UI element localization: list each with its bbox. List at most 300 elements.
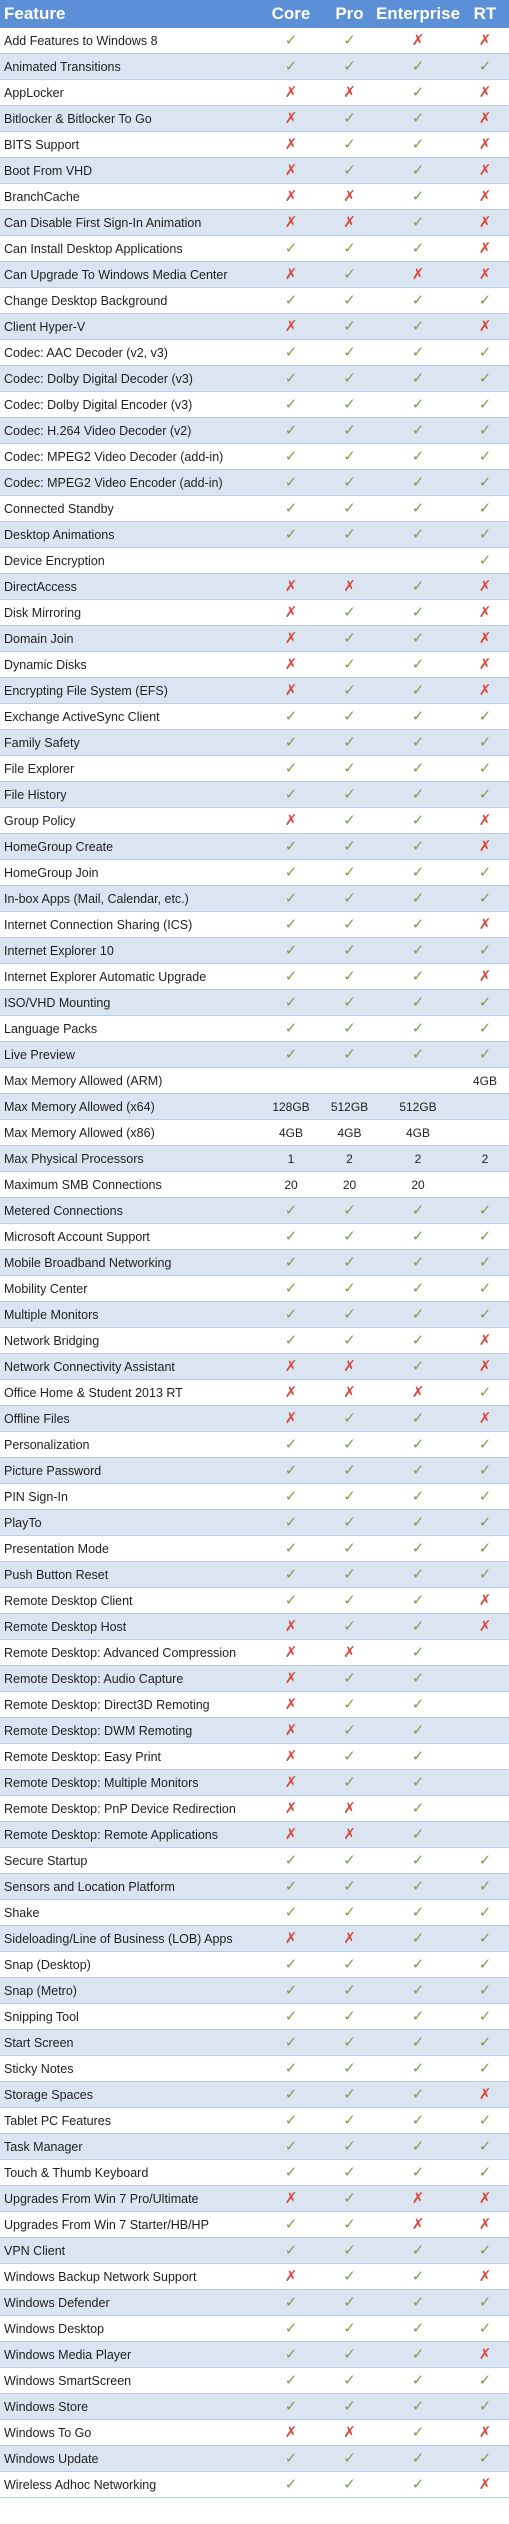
check-icon: ✓ [343,994,356,1011]
cross-icon: ✗ [478,2424,492,2441]
check-icon: ✓ [411,1774,425,1791]
cross-icon: ✗ [478,916,492,933]
cell-core [258,1510,324,1536]
check-icon: ✓ [343,1462,356,1479]
cell-core [258,1302,324,1328]
cross-icon: ✗ [284,1410,298,1427]
check-icon: ✓ [478,1436,492,1453]
feature-name: Upgrades From Win 7 Starter/HB/HP [0,2212,258,2238]
cell-rt [461,1380,509,1406]
check-icon: ✓ [411,2424,425,2441]
cell-core [258,340,324,366]
check-icon: ✓ [478,2372,492,2389]
check-icon: ✓ [411,1696,425,1713]
cross-icon: ✗ [478,968,492,985]
cell-core [258,1952,324,1978]
feature-name: AppLocker [0,80,258,106]
check-icon: ✓ [343,1722,356,1739]
check-icon: ✓ [478,2034,492,2051]
cell-rt [461,600,509,626]
check-icon: ✓ [411,838,425,855]
cell-core [258,808,324,834]
cell-core [258,2004,324,2030]
check-icon: ✓ [411,1202,425,1219]
cell-core [258,314,324,340]
cell-rt [461,80,509,106]
cell-rt [461,1562,509,1588]
cell-rt [461,1042,509,1068]
check-icon: ✓ [478,1202,492,1219]
check-icon: ✓ [478,1488,492,1505]
feature-name: Sticky Notes [0,2056,258,2082]
cell-pro [324,912,375,938]
cell-pro [324,1692,375,1718]
table-row [0,1224,509,1250]
cell-core [258,1458,324,1484]
cell-pro [324,54,375,80]
feature-name: Task Manager [0,2134,258,2160]
cell-rt [461,1744,509,1770]
cross-icon: ✗ [411,2190,425,2207]
cross-icon: ✗ [284,2268,298,2285]
check-icon: ✓ [343,2398,356,2415]
cell-core [258,1562,324,1588]
check-icon: ✓ [343,812,356,829]
check-icon: ✓ [411,1306,425,1323]
table-row [0,54,509,80]
check-icon: ✓ [343,1540,356,1557]
check-icon: ✓ [284,994,298,1011]
cross-icon: ✗ [478,32,492,49]
cell-enterprise [375,158,461,184]
table-row [0,1952,509,1978]
cell-pro [324,1900,375,1926]
cross-icon: ✗ [343,214,356,231]
check-icon: ✓ [478,890,492,907]
cell-enterprise [375,2030,461,2056]
cell-core [258,1692,324,1718]
cell-pro [324,1042,375,1068]
cross-icon: ✗ [478,2346,492,2363]
check-icon: ✓ [343,58,356,75]
cell-rt [461,1354,509,1380]
table-row [0,1718,509,1744]
cell-pro [324,1432,375,1458]
cell-pro [324,1562,375,1588]
cross-icon: ✗ [284,136,298,153]
check-icon: ✓ [343,1280,356,1297]
check-icon: ✓ [411,864,425,881]
cross-icon: ✗ [284,2424,298,2441]
check-icon: ✓ [478,422,492,439]
cross-icon: ✗ [284,266,298,283]
cell-rt [461,366,509,392]
cell-rt [461,1250,509,1276]
cell-rt [461,834,509,860]
table-row [0,522,509,548]
cross-icon: ✗ [284,812,298,829]
check-icon: ✓ [343,2138,356,2155]
table-row [0,2212,509,2238]
cross-icon: ✗ [411,32,425,49]
feature-name: Disk Mirroring [0,600,258,626]
cell-core [258,1926,324,1952]
table-row [0,1822,509,1848]
feature-name: Snap (Desktop) [0,1952,258,1978]
cell-rt [461,1458,509,1484]
table-row [0,912,509,938]
feature-name: Touch & Thumb Keyboard [0,2160,258,2186]
cross-icon: ✗ [284,1748,298,1765]
check-icon: ✓ [343,396,356,413]
check-icon: ✓ [478,2450,492,2467]
check-icon: ✓ [284,890,298,907]
cell-enterprise [375,886,461,912]
cross-icon: ✗ [343,1826,356,1843]
cell-value: 4GB [278,1125,303,1140]
cell-pro [324,2082,375,2108]
feature-name: Sideloading/Line of Business (LOB) Apps [0,1926,258,1952]
table-row [0,2238,509,2264]
cell-enterprise [375,444,461,470]
cell-pro [324,522,375,548]
cross-icon: ✗ [284,1358,298,1375]
cell-core [258,2212,324,2238]
table-row [0,1432,509,1458]
cell-rt [461,1120,509,1146]
cell-core [258,1874,324,1900]
feature-name: Maximum SMB Connections [0,1172,258,1198]
check-icon: ✓ [411,2138,425,2155]
cell-pro [324,730,375,756]
feature-name: Remote Desktop: Audio Capture [0,1666,258,1692]
cell-enterprise [375,1120,461,1146]
cross-icon: ✗ [478,1410,492,1427]
table-row [0,2472,509,2498]
cell-enterprise [375,782,461,808]
check-icon: ✓ [343,916,356,933]
cell-enterprise [375,834,461,860]
check-icon: ✓ [284,942,298,959]
check-icon: ✓ [284,734,298,751]
check-icon: ✓ [411,1878,425,1895]
cross-icon: ✗ [343,1930,356,1947]
cross-icon: ✗ [284,656,298,673]
table-row [0,1172,509,1198]
check-icon: ✓ [284,1228,298,1245]
cell-pro [324,678,375,704]
cell-rt [461,1146,509,1172]
cell-pro [324,1458,375,1484]
check-icon: ✓ [284,2398,298,2415]
cell-enterprise [375,1146,461,1172]
check-icon: ✓ [343,1904,356,1921]
cell-core [258,1172,324,1198]
table-row [0,1874,509,1900]
check-icon: ✓ [284,1046,298,1063]
check-icon: ✓ [411,110,425,127]
check-icon: ✓ [411,396,425,413]
check-icon: ✓ [343,2346,356,2363]
cross-icon: ✗ [478,162,492,179]
cell-enterprise [375,1380,461,1406]
check-icon: ✓ [343,2242,356,2259]
cell-rt [461,964,509,990]
cell-enterprise [375,626,461,652]
cross-icon: ✗ [478,1592,492,1609]
cell-core [258,2160,324,2186]
cell-core [258,1250,324,1276]
cell-core [258,704,324,730]
cell-enterprise [375,2238,461,2264]
cell-rt [461,2238,509,2264]
cell-rt [461,912,509,938]
table-row [0,704,509,730]
check-icon: ✓ [411,1748,425,1765]
cell-enterprise [375,1302,461,1328]
table-row [0,1146,509,1172]
cell-enterprise [375,990,461,1016]
check-icon: ✓ [284,760,298,777]
cell-rt [461,496,509,522]
feature-name: Microsoft Account Support [0,1224,258,1250]
check-icon: ✓ [478,370,492,387]
check-icon: ✓ [411,1644,425,1661]
check-icon: ✓ [284,526,298,543]
cell-enterprise [375,2420,461,2446]
check-icon: ✓ [343,2060,356,2077]
cell-enterprise [375,1276,461,1302]
cell-rt [461,1692,509,1718]
check-icon: ✓ [411,136,425,153]
cell-core [258,938,324,964]
feature-name: Can Install Desktop Applications [0,236,258,262]
cell-pro [324,392,375,418]
cross-icon: ✗ [343,1800,356,1817]
check-icon: ✓ [411,1592,425,1609]
check-icon: ✓ [343,1332,356,1349]
feature-name: Windows To Go [0,2420,258,2446]
feature-name: HomeGroup Create [0,834,258,860]
check-icon: ✓ [343,2034,356,2051]
cell-rt [461,730,509,756]
check-icon: ✓ [411,292,425,309]
check-icon: ✓ [411,1020,425,1037]
feature-name: Picture Password [0,1458,258,1484]
cell-rt [461,54,509,80]
cell-rt [461,1770,509,1796]
cell-rt [461,678,509,704]
cell-enterprise [375,1484,461,1510]
cell-pro [324,2160,375,2186]
feature-name: Network Connectivity Assistant [0,1354,258,1380]
check-icon: ✓ [411,1930,425,1947]
check-icon: ✓ [343,942,356,959]
cell-pro [324,236,375,262]
check-icon: ✓ [478,942,492,959]
check-icon: ✓ [343,1020,356,1037]
cell-value: 1 [287,1151,295,1166]
check-icon: ✓ [284,1280,298,1297]
cell-enterprise [375,262,461,288]
feature-name: Windows Update [0,2446,258,2472]
cell-core [258,470,324,496]
check-icon: ✓ [284,1904,298,1921]
cell-rt [461,1640,509,1666]
check-icon: ✓ [411,1618,425,1635]
check-icon: ✓ [478,760,492,777]
check-icon: ✓ [411,1904,425,1921]
cell-pro [324,782,375,808]
check-icon: ✓ [411,58,425,75]
cell-core [258,1536,324,1562]
cell-pro [324,1250,375,1276]
check-icon: ✓ [284,2372,298,2389]
cell-core [258,1744,324,1770]
cell-pro [324,1120,375,1146]
check-icon: ✓ [411,1514,425,1531]
check-icon: ✓ [411,812,425,829]
cell-rt [461,990,509,1016]
check-icon: ✓ [343,110,356,127]
feature-name: File History [0,782,258,808]
cell-pro [324,80,375,106]
check-icon: ✓ [343,968,356,985]
cross-icon: ✗ [284,1696,298,1713]
table-row [0,210,509,236]
check-icon: ✓ [284,500,298,517]
feature-name: Internet Explorer Automatic Upgrade [0,964,258,990]
cell-enterprise [375,1744,461,1770]
cell-rt [461,392,509,418]
cross-icon: ✗ [284,1826,298,1843]
check-icon: ✓ [284,2008,298,2025]
check-icon: ✓ [343,1514,356,1531]
cell-core [258,392,324,418]
cell-rt [461,132,509,158]
cell-rt [461,444,509,470]
cell-pro [324,1770,375,1796]
check-icon: ✓ [411,656,425,673]
cross-icon: ✗ [284,1722,298,1739]
cell-pro [324,834,375,860]
feature-name: Remote Desktop: PnP Device Redirection [0,1796,258,1822]
cell-pro [324,1536,375,1562]
table-row [0,1120,509,1146]
check-icon: ✓ [343,1202,356,1219]
cell-enterprise [375,1354,461,1380]
cell-enterprise [375,210,461,236]
cell-rt [461,1952,509,1978]
check-icon: ✓ [478,1540,492,1557]
cell-rt [461,2342,509,2368]
feature-name: Remote Desktop Host [0,1614,258,1640]
cell-core [258,1588,324,1614]
check-icon: ✓ [284,1020,298,1037]
cell-core [258,2082,324,2108]
check-icon: ✓ [284,708,298,725]
check-icon: ✓ [411,2450,425,2467]
cell-pro [324,418,375,444]
table-row [0,2446,509,2472]
cell-rt [461,860,509,886]
check-icon: ✓ [411,682,425,699]
check-icon: ✓ [411,2476,425,2493]
cell-enterprise [375,548,461,574]
cell-enterprise [375,1068,461,1094]
check-icon: ✓ [411,734,425,751]
check-icon: ✓ [478,500,492,517]
cell-pro [324,2264,375,2290]
check-icon: ✓ [343,136,356,153]
check-icon: ✓ [411,1462,425,1479]
cell-core [258,626,324,652]
feature-name: File Explorer [0,756,258,782]
cross-icon: ✗ [478,1618,492,1635]
feature-name: ISO/VHD Mounting [0,990,258,1016]
check-icon: ✓ [411,2242,425,2259]
cell-core [258,1380,324,1406]
cross-icon: ✗ [284,578,298,595]
feature-name: DirectAccess [0,574,258,600]
check-icon: ✓ [343,760,356,777]
cell-pro [324,496,375,522]
table-row [0,574,509,600]
cell-rt [461,2316,509,2342]
cell-pro [324,2030,375,2056]
check-icon: ✓ [284,1566,298,1583]
check-icon: ✓ [411,1280,425,1297]
cross-icon: ✗ [478,2268,492,2285]
table-row [0,756,509,782]
cross-icon: ✗ [284,1774,298,1791]
table-row [0,1016,509,1042]
feature-name: Multiple Monitors [0,1302,258,1328]
cell-pro [324,1588,375,1614]
cell-pro [324,756,375,782]
cell-rt [461,1198,509,1224]
cross-icon: ✗ [478,1358,492,1375]
feature-name: Mobility Center [0,1276,258,1302]
cell-pro [324,1978,375,2004]
check-icon: ✓ [478,1280,492,1297]
cell-pro [324,1744,375,1770]
cell-enterprise [375,1536,461,1562]
check-icon: ✓ [343,474,356,491]
cross-icon: ✗ [284,318,298,335]
check-icon: ✓ [411,604,425,621]
cell-core [258,1666,324,1692]
cross-icon: ✗ [284,162,298,179]
table-row [0,938,509,964]
check-icon: ✓ [284,1956,298,1973]
cell-core [258,860,324,886]
feature-name: Exchange ActiveSync Client [0,704,258,730]
cell-core [258,1822,324,1848]
feature-name: Add Features to Windows 8 [0,28,258,54]
feature-name: Windows Backup Network Support [0,2264,258,2290]
table-row [0,1484,509,1510]
check-icon: ✓ [343,240,356,257]
cell-pro [324,2472,375,2498]
check-icon: ✓ [343,630,356,647]
cell-core [258,782,324,808]
cell-rt [461,522,509,548]
table-row [0,1042,509,1068]
check-icon: ✓ [478,2242,492,2259]
cell-rt [461,288,509,314]
cell-enterprise [375,964,461,990]
